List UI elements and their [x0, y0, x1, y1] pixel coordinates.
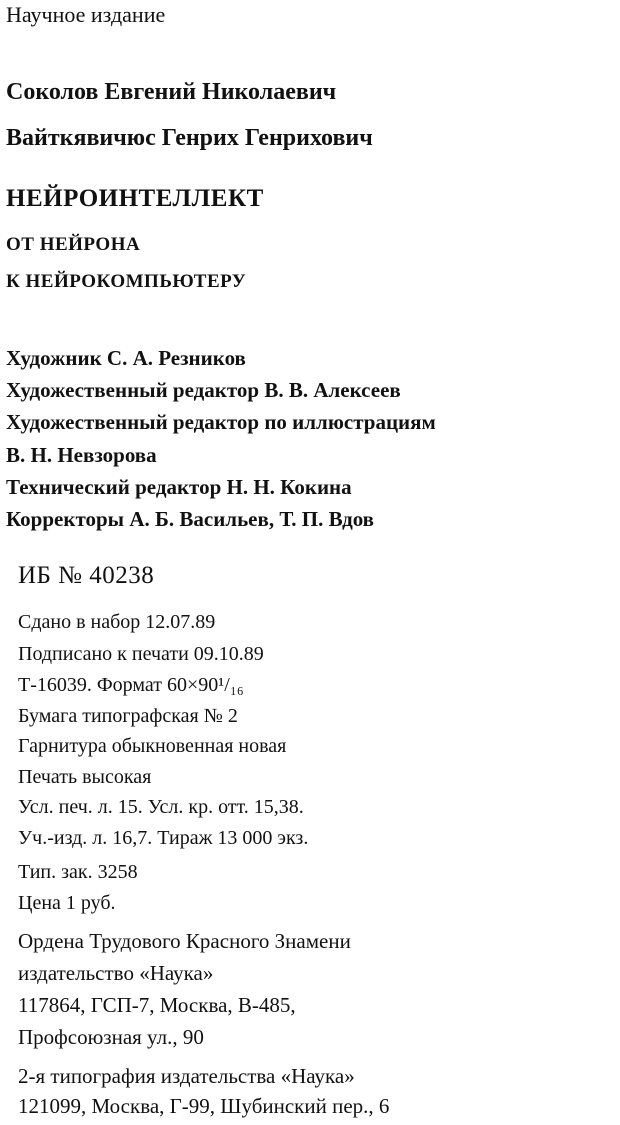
credit-art-editor: Художественный редактор В. В. Алексеев	[6, 378, 401, 402]
credit-illustration-editor-name: В. Н. Невзорова	[6, 443, 157, 467]
author-2: Вайткявичюс Генрих Генрихович	[6, 125, 373, 151]
printer-address: 121099, Москва, Г-99, Шубинский пер., 6	[18, 1094, 390, 1118]
series-label: Научное издание	[6, 2, 166, 27]
ib-number: ИБ № 40238	[18, 562, 155, 589]
publisher-line-2: издательство «Наука»	[18, 961, 214, 985]
publisher-street: Профсоюзная ул., 90	[18, 1025, 204, 1049]
book-subtitle-line-1: ОТ НЕЙРОНА	[6, 234, 141, 255]
credit-proofreaders: Корректоры А. Б. Васильев, Т. П. Вдов	[6, 507, 375, 531]
imprint-format: Т-16039. Формат 60×90¹/₁₆	[18, 674, 244, 696]
publisher-line-1: Ордена Трудового Красного Знамени	[18, 929, 351, 953]
book-title: НЕЙРОИНТЕЛЛЕКТ	[6, 185, 264, 212]
printer-name: 2-я типография издательства «Наука»	[18, 1064, 355, 1088]
imprint-order-number: Тип. зак. 3258	[18, 861, 138, 883]
publisher-address: 117864, ГСП-7, Москва, В-485,	[18, 993, 296, 1017]
imprint-typeface: Гарнитура обыкновенная новая	[18, 735, 287, 757]
imprint-typeset-date: Сдано в набор 12.07.89	[18, 611, 216, 633]
imprint-paper: Бумага типографская № 2	[18, 705, 238, 727]
credit-illustration-editor: Художественный редактор по иллюстрациям	[6, 410, 436, 434]
imprint-price: Цена 1 руб.	[18, 892, 116, 914]
credit-artist: Художник С. А. Резников	[6, 346, 246, 370]
imprint-print-run: Уч.-изд. л. 16,7. Тираж 13 000 экз.	[18, 827, 309, 849]
imprint-sheets: Усл. печ. л. 15. Усл. кр. отт. 15,38.	[18, 796, 304, 818]
book-subtitle-line-2: К НЕЙРОКОМПЬЮТЕРУ	[6, 271, 247, 292]
credit-technical-editor: Технический редактор Н. Н. Кокина	[6, 475, 352, 499]
author-1: Соколов Евгений Николаевич	[6, 79, 337, 105]
imprint-signed-date: Подписано к печати 09.10.89	[18, 643, 264, 665]
imprint-print-method: Печать высокая	[18, 766, 152, 788]
